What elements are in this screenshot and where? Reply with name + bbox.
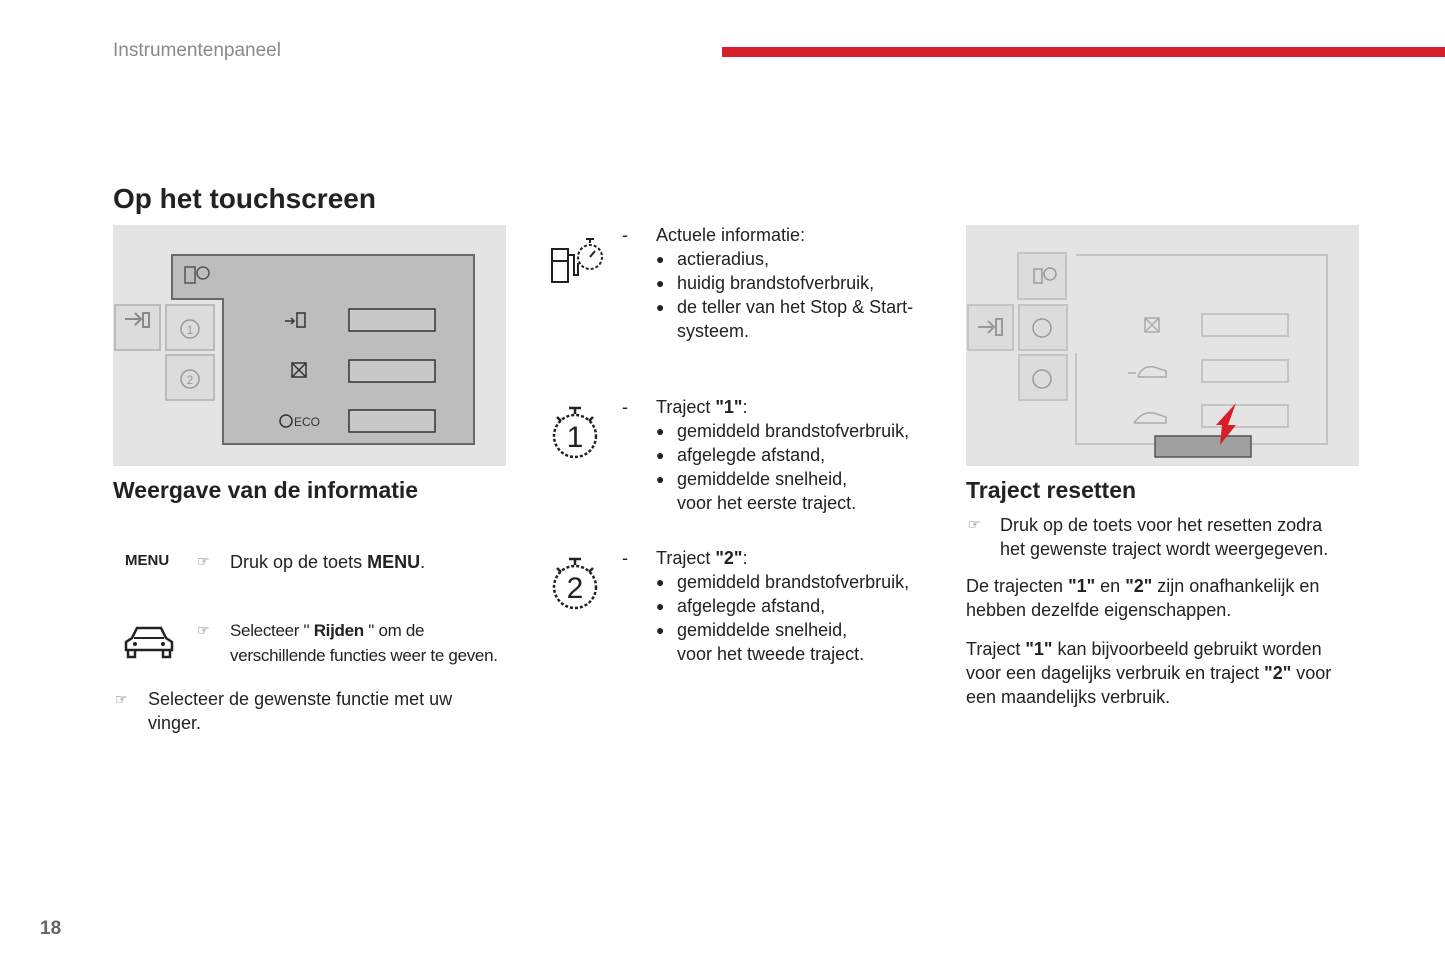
touchscreen-illustration-info	[113, 225, 506, 466]
fuel-timer-icon	[548, 235, 606, 292]
trip2-title: Traject "2":	[656, 548, 748, 568]
step-press-menu: Druk op de toets MENU.	[230, 552, 426, 572]
list-item: ● afgelegde afstand,	[656, 443, 909, 467]
list-item: ● gemiddelde snelheid,	[656, 467, 909, 491]
range-value-box	[349, 309, 435, 331]
svg-text:2: 2	[566, 572, 584, 605]
svg-text:1: 1	[566, 421, 584, 454]
trip1-stopwatch-icon	[549, 404, 601, 467]
trip2-dash: -	[622, 548, 628, 568]
touchscreen-reset-svg	[966, 225, 1359, 466]
hand-icon: ☞	[968, 516, 981, 532]
car-icon	[123, 624, 175, 665]
list-item: ● gemiddelde snelheid,	[656, 618, 909, 642]
running-header: Instrumentenpaneel	[113, 40, 281, 61]
list-item: ● afgelegde afstand,	[656, 594, 909, 618]
trip1-block: Traject "1": ● gemiddeld brandstofverbruik, ● afgelegde afstand, ● gemiddelde snelheid, voor het eerste traject.	[656, 395, 909, 515]
current-info-title: Actuele informatie:	[656, 225, 806, 245]
list-item: ● gemiddeld brandstofverbruik,	[656, 419, 909, 443]
current-info-block: Actuele informatie: ● actieradius, ● huidig brandstofverbruik, ● de teller van het Stop & Start- systeem.	[656, 223, 913, 343]
touchscreen-info-svg	[113, 225, 506, 466]
stopstart-value-box	[349, 410, 435, 432]
reset-trip-subtitle: Traject resetten	[966, 477, 1137, 503]
paragraph-example: Traject "1" kan bijvoorbeeld gebruikt worden voor een dagelijks verbruik en traject "2" voor een maandelijks verbruik.	[966, 639, 1332, 707]
step-press-reset: Druk op de toets voor het resetten zodra het gewenste traject wordt weergegeven.	[1000, 515, 1329, 559]
touchscreen-illustration-reset	[966, 225, 1359, 466]
trip1-side-label: 1	[186, 323, 194, 337]
hand-icon: ☞	[197, 622, 210, 638]
trip1-title: Traject "1":	[656, 397, 748, 417]
eco-label: ECO	[294, 415, 321, 429]
header-red-bar	[722, 47, 1445, 57]
trip2-side-label: 2	[186, 373, 194, 387]
consumption-value-box	[1202, 314, 1288, 336]
trip1-side-button	[1019, 305, 1067, 350]
trip1-dash: -	[622, 397, 628, 417]
reset-button	[1155, 436, 1251, 457]
step-select-function: Selecteer de gewenste functie met uw vinger.	[148, 689, 453, 733]
exit-button	[115, 305, 160, 350]
list-item: ● huidig brandstofverbruik,	[656, 271, 913, 295]
page-number: 18	[40, 918, 62, 939]
trip2-stopwatch-icon	[549, 555, 601, 618]
paragraph-independent: De trajecten "1" en "2" zijn onafhankelijk en hebben dezelfde eigenschappen.	[966, 576, 1320, 620]
hand-icon: ☞	[197, 553, 210, 569]
speed-value-box	[1202, 405, 1288, 427]
page-title: Op het touchscreen	[113, 183, 376, 214]
consumption-value-box	[349, 360, 435, 382]
list-item: ● actieradius,	[656, 247, 913, 271]
list-item: ● de teller van het Stop & Start-	[656, 295, 913, 319]
distance-value-box	[1202, 360, 1288, 382]
trip2-side-button	[1019, 355, 1067, 400]
hand-icon: ☞	[115, 691, 128, 707]
trip2-block: Traject "2": ● gemiddeld brandstofverbruik, ● afgelegde afstand, ● gemiddelde snelheid, voor het tweede traject.	[656, 546, 909, 666]
current-dash: -	[622, 225, 628, 245]
list-item: ● gemiddeld brandstofverbruik,	[656, 570, 909, 594]
menu-key-label: MENU	[125, 552, 170, 569]
step-select-driving: Selecteer " Rijden " om de verschillende functies weer te geven.	[230, 621, 498, 665]
info-display-subtitle: Weergave van de informatie	[113, 477, 419, 503]
